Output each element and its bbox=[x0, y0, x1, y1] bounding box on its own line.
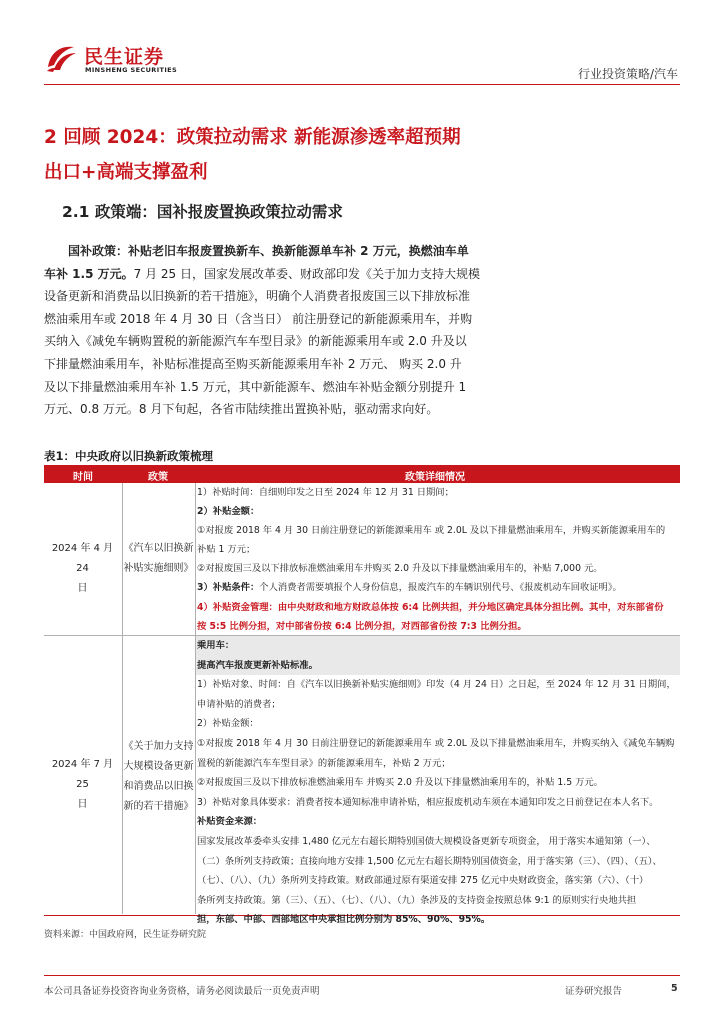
paragraph-line: 车补 1.5 万元。7 月 25 日，国家发展改革委、财政部印发《关于加力支持大规模 bbox=[44, 266, 480, 281]
table-header-row bbox=[44, 466, 680, 483]
detail-line: （七）、（八）、（九）条所列支持政策。财政部通过原有渠道安排 275 亿元中央财政资金，落实第（六）、（十） bbox=[197, 875, 649, 887]
row1-policy-line: 补贴实施细则》 bbox=[123, 563, 194, 574]
paragraph-line: 设备更新和消费品以旧换新的若干措施》，明确个人消费者报废国三以下排放标准 bbox=[44, 289, 471, 304]
footer-divider bbox=[44, 975, 680, 976]
detail-line: 补贴资金来源： bbox=[197, 816, 263, 828]
row2-time-line: 2024 年 7 月 25 bbox=[51, 759, 114, 790]
paragraph-line: 及以下排量燃油乘用车补 1.5 万元，其中新能源车、燃油车补贴金额分别提升 1 bbox=[44, 379, 467, 394]
section-title: 2 回顾 2024：政策拉动需求 新能源渗透率超预期 bbox=[44, 127, 461, 148]
detail-line: 国家发展改革委牵头安排 1,480 亿元左右超长期特别国债大规模设备更新专项资金， 用于落实本通知第（一）、 bbox=[197, 835, 656, 847]
policy-table bbox=[44, 465, 680, 926]
paragraph-line: 万元、0.8 万元。8 月下旬起，各省市陆续推出置换补贴，驱动需求向好。 bbox=[44, 402, 439, 417]
page-header bbox=[0, 0, 724, 90]
detail-line: ①对报废 2018 年 4 月 30 日前注册登记的新能源乘用车 或 2.0L 及以下排量燃油乘用车，并购买纳入《减免车辆购 bbox=[197, 737, 675, 749]
detail-line: 申请补贴的消费者； bbox=[197, 698, 281, 710]
row1-policy bbox=[122, 539, 195, 579]
detail-line: 按 5:5 比例分担，对中部省份按 6:4 比例分担，对西部省份按 7:3 比例分担。 bbox=[197, 620, 527, 632]
detail-line: 置税的新能源汽车车型目录》的新能源乘用车，补贴 2 万元； bbox=[197, 757, 451, 769]
subsection-title: 2.1 政策端：国补报废置换政策拉动需求 bbox=[62, 203, 343, 221]
footer-report-type: 证券研究报告 bbox=[565, 986, 623, 997]
detail-line: 1）补贴对象、时间：自《汽车以旧换新补贴实施细则》印发（4 月 24 日）之日起，至 2024 年 12 月 31 日期间， bbox=[197, 679, 676, 691]
logo-text-cn: 民生证券 bbox=[84, 46, 165, 68]
detail-line: 1）补贴时间：自细则印发之日至 2024 年 12 月 31 日期间； bbox=[197, 487, 454, 498]
header-time: 时间 bbox=[73, 472, 93, 483]
detail-line: ②对报废国三及以下排放标准燃油乘用车并购买 2.0 升及以下排量燃油乘用车的，补贴 7,000 元。 bbox=[197, 563, 603, 575]
header-detail: 政策详细情况 bbox=[405, 472, 465, 483]
detail-line: 3）补贴条件：个人消费者需要填报个人身份信息，报废汽车的车辆识别代号、《报废机动车回收证明》。 bbox=[197, 582, 622, 594]
logo-text-en: MINSHENG SECURITIES bbox=[85, 66, 178, 74]
detail-line: 3）补贴对象具体要求：消费者按本通知标准申请补贴，相应报废机动车须在本通知印发之日前登记在本人名下。 bbox=[197, 796, 659, 808]
row2-time-line: 日 bbox=[77, 799, 88, 810]
detail-line: 担，东部、中部、西部地区中央承担比例分别为 85%、90%、95%。 bbox=[197, 914, 491, 926]
row2-policy-line: 大规模设备更新 bbox=[123, 761, 194, 772]
detail-line: 4）补贴资金管理：由中央财政和地方财政总体按 6:4 比例共担，并分地区确定具体分担比例。其中，对东部省份 bbox=[197, 601, 664, 613]
paragraph-line: 国补政策：补贴老旧车报废置换新车、换新能源单车补 2 万元，换燃油车单 bbox=[68, 244, 469, 258]
table-title: 表1：中央政府以旧换新政策梳理 bbox=[44, 449, 213, 463]
row2-time bbox=[44, 755, 121, 815]
paragraph-line: 买纳入《减免车辆购置税的新能源汽车车型目录》的新能源乘用车或 2.0 升及以 bbox=[44, 334, 467, 349]
detail-line: 2）补贴金额： bbox=[197, 718, 259, 730]
row2-policy-line: 新的若干措施》 bbox=[123, 801, 194, 812]
row1-policy-line: 《汽车以旧换新 bbox=[123, 543, 194, 554]
row1-time-line: 日 bbox=[77, 583, 88, 594]
detail-line: 乘用车： bbox=[197, 640, 235, 651]
footer-disclaimer: 本公司具备证券投资咨询业务资格，请务必阅读最后一页免责声明 bbox=[44, 986, 320, 997]
detail-line: 提高汽车报废更新补贴标准。 bbox=[197, 659, 318, 671]
row2-details bbox=[195, 636, 680, 930]
header-policy: 政策 bbox=[148, 472, 168, 483]
section-title-line2: 出口+高端支撑盈利 bbox=[44, 162, 208, 183]
row1-time-line: 2024 年 4 月 24 bbox=[51, 543, 114, 574]
detail-line: 2）补贴金额： bbox=[197, 506, 260, 518]
row1-details bbox=[195, 483, 680, 636]
row2-policy bbox=[122, 737, 195, 817]
paragraph-line: 下排量燃油乘用车，补贴标准提高至购买新能源乘用车补 2 万元、 购买 2.0 升 bbox=[44, 356, 462, 371]
detail-line: 补贴 1 万元； bbox=[197, 544, 256, 556]
page-number: 5 bbox=[671, 983, 678, 994]
row2-policy-line: 《关于加力支持 bbox=[123, 741, 194, 752]
detail-line: （二）条所列支持政策；直接向地方安排 1,500 亿元左右超长期特别国债资金，用于落实第（三）、（四）、（五）、 bbox=[197, 855, 662, 867]
detail-line: 条所列支持政策。第（三）、（五）、（七）、（八）、（九）条涉及的支持资金按照总体 9:1 的原则实行央地共担 bbox=[197, 894, 637, 906]
minsheng-logo-icon bbox=[44, 41, 78, 75]
report-category: 行业投资策略/汽车 bbox=[577, 67, 678, 81]
source-note: 资料来源：中国政府网，民生证券研究院 bbox=[44, 930, 207, 940]
row2-policy-line: 和消费品以旧换 bbox=[123, 781, 194, 792]
row1-time bbox=[44, 539, 121, 599]
paragraph-line: 燃油乘用车或 2018 年 4 月 30 日（含当日） 前注册登记的新能源乘用车，并购 bbox=[44, 311, 473, 326]
detail-line: ②对报废国三及以下排放标准燃油乘用车 并购买 2.0 升及以下排量燃油乘用车的，补贴 1.5 万元。 bbox=[197, 777, 603, 789]
header-divider bbox=[44, 84, 680, 85]
body-paragraph bbox=[44, 240, 680, 421]
detail-line: ①对报废 2018 年 4 月 30 日前注册登记的新能源乘用车 或 2.0L 及以下排量燃油乘用车，并购买新能源乘用车的 bbox=[197, 525, 666, 537]
